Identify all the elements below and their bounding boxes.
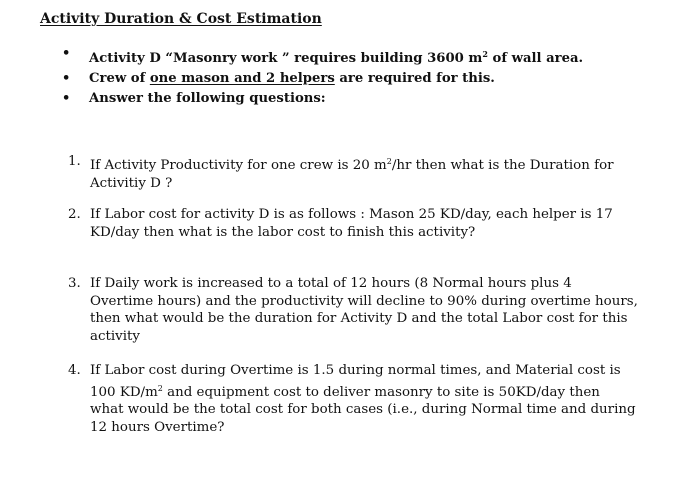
bullet-icon: • <box>62 91 71 106</box>
question-line: 12 hours Overtime? <box>90 419 225 435</box>
question-line: what would be the total cost for both cases (i.e., during Normal time and during <box>90 402 636 417</box>
question-line: Overtime hours) and the productivity will decline to 90% during overtime hours, <box>90 293 638 309</box>
text-segment: 100 KD/m <box>90 384 158 400</box>
text-segment: /hr then what is the Duration for <box>391 158 614 173</box>
question-number: 4. <box>68 363 81 378</box>
bullet-item-instruction <box>62 89 583 109</box>
bullet-text: are required for this. <box>334 71 495 86</box>
bullet-icon: • <box>62 46 71 61</box>
underlined-text: one mason and 2 helpers <box>149 71 335 86</box>
text-segment: If Activity Productivity for one crew is 20 m <box>90 158 387 173</box>
question-line: Activitiy D ? <box>90 175 173 191</box>
document-title: Activity Duration & Cost Estimation <box>40 11 322 27</box>
bullet-item-crew <box>62 69 583 89</box>
superscript: 2 <box>157 383 163 393</box>
bullet-text: of wall area. <box>487 51 584 66</box>
bullet-item-wall-area <box>62 44 583 69</box>
bullet-list <box>62 44 583 109</box>
question-line <box>90 380 680 402</box>
superscript: 2 <box>386 157 392 166</box>
question-text <box>90 275 680 345</box>
question-number: 3. <box>68 276 81 291</box>
text-segment: and equipment cost to deliver masonry to site is 50KD/day then <box>162 384 600 400</box>
bullet-text: Crew of <box>89 71 150 86</box>
question-line: If Labor cost during Overtime is 1.5 during normal times, and Material cost is <box>90 363 621 378</box>
question-text <box>90 206 680 241</box>
question-line: If Daily work is increased to a total of 12 hours (8 Normal hours plus 4 <box>90 276 572 291</box>
question-text <box>90 153 680 192</box>
question-line: If Labor cost for activity D is as follows : Mason 25 KD/day, each helper is 17 <box>90 207 613 222</box>
question-number: 2. <box>68 207 81 222</box>
question-text <box>90 362 680 436</box>
question-line: activity <box>90 328 140 344</box>
question-number: 1. <box>68 154 81 169</box>
question-line: then what would be the duration for Activity D and the total Labor cost for this <box>90 311 628 326</box>
question-line: KD/day then what is the labor cost to finish this activity? <box>90 224 476 240</box>
bullet-text: Activity D “Masonry work ” requires building 3600 m <box>89 51 483 66</box>
superscript: 2 <box>482 49 488 59</box>
bullet-text: Answer the following questions: <box>89 91 326 106</box>
bullet-icon: • <box>62 71 71 86</box>
question-line <box>90 153 680 175</box>
